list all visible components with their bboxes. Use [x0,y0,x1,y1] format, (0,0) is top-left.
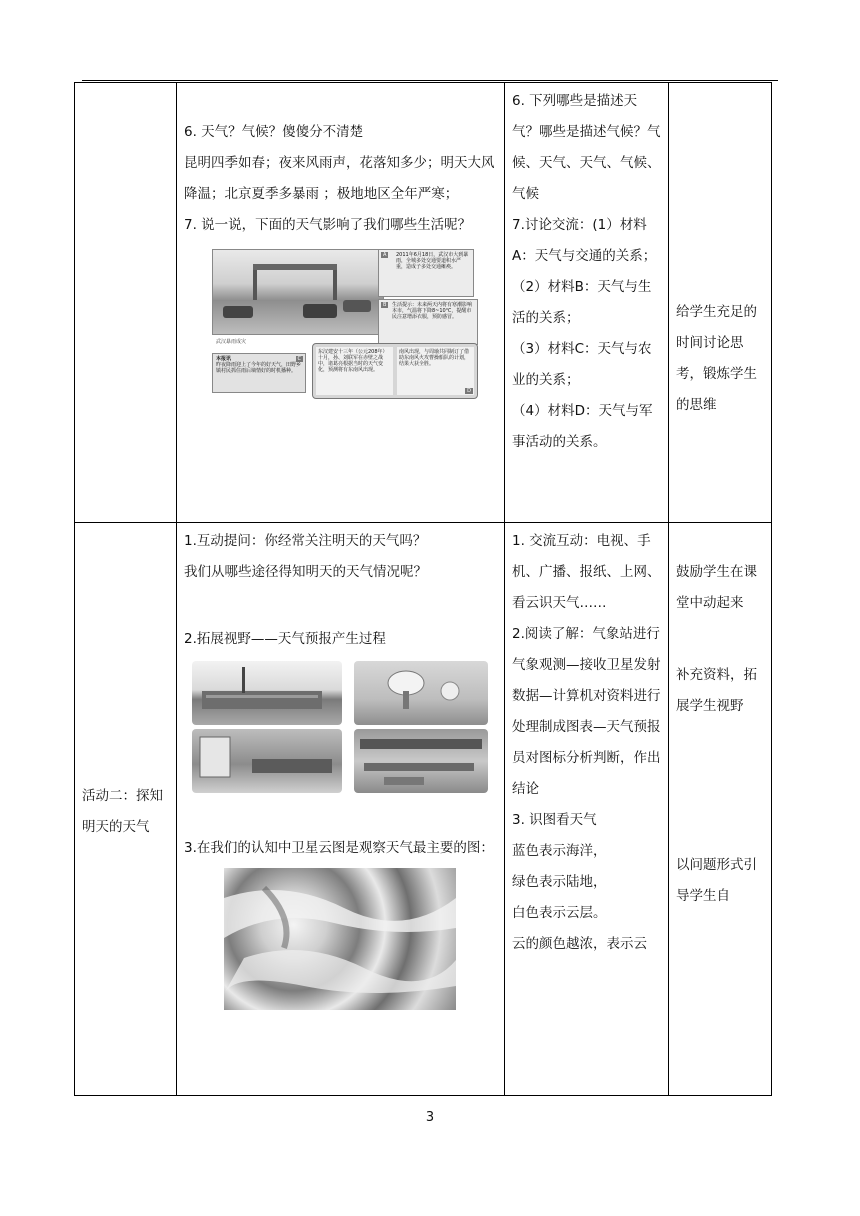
material-d-label: D [467,388,471,394]
material-b-card [378,299,478,345]
activity-cell [75,523,177,1096]
material-b-label: B [383,302,387,308]
photo-caption: 武汉暴雨成灾 [216,339,247,345]
intent-text: 以问题形式引导学生自 [676,857,757,904]
teacher-line: 1.互动提问：你经常关注明天的天气吗？ [184,533,427,549]
student-activity-cell [505,83,669,523]
student-line: 2.阅读了解：气象站进行气象观测—接收卫星发射数据—计算机对资料进行处理制成图表—天气预报员对图标分析判断，作出结论 [512,626,661,797]
material-c-title: 本报讯 [216,356,232,362]
student-line: 6. 下列哪些是描述天气？哪些是描述气候？气候、天气、天气、气候、气候 [512,93,661,202]
student-line: 7.讨论交流：(1）材料A：天气与交通的关系； [512,217,657,264]
forecast-center-photo [354,729,488,793]
material-a-card [378,249,474,297]
forecast-process-photos [192,661,497,793]
student-line: 3. 识图看天气 [512,812,597,828]
material-c-label: C [297,356,301,362]
material-d-left-page: 东汉建安十三年（公元208年）十月，孙、刘联军在赤壁之战中，诸葛亮根据当时的天气变化，预测将有东南风出现。 [316,347,393,395]
page-number: 3 [425,1110,435,1125]
student-line: （4）材料D：天气与军事活动的关系。 [512,403,653,450]
teacher-line: 6. 天气？气候？傻傻分不清楚 [184,124,364,140]
radar-dish-photo [354,661,488,725]
student-line: 蓝色表示海洋， [512,843,607,859]
material-a-label: A [383,252,387,258]
material-d-book [312,343,478,399]
lesson-plan-table [74,82,772,1096]
student-activity-cell [505,523,669,1096]
student-line: 绿色表示陆地， [512,874,607,890]
student-line: 1. 交流互动：电视、手机、广播、报纸、上网、看云识天气…… [512,533,661,611]
design-intent-cell [669,523,772,1096]
material-b-text: 生活提示：未来两天内将有寒潮影响本市，气温将下降8~10℃，提醒市民注意增添衣服，预防感冒。 [392,302,473,320]
material-a-text: 2011年6月18日，武汉市大到暴雨，全城多处交通要道积水严重，造成子多处交通瘫痪。 [396,252,469,270]
intent-text: 给学生充足的时间讨论思考，锻炼学生的思维 [676,304,757,413]
materials-collage [212,249,482,399]
student-line: 云的颜色越浓，表示云 [512,936,647,952]
teacher-line: 我们从哪些途径得知明天的天气情况呢？ [184,564,427,580]
activity-cell [75,83,177,523]
teacher-activity-cell [177,83,505,523]
student-line: （3）材料C：天气与农业的关系； [512,341,652,388]
material-c-card [212,353,306,393]
teacher-line: 7. 说一说，下面的天气影响了我们哪些生活呢？ [184,217,472,233]
activity-title: 活动二：探知明天的天气 [82,788,163,835]
table-row [75,523,772,1096]
weather-station-photo [192,661,342,725]
table-row [75,83,772,523]
teacher-line: 2.拓展视野——天气预报产生过程 [184,631,386,647]
teacher-line: 昆明四季如春；夜来风雨声，花落知多少；明天大风降温；北京夏季多暴雨 ；极地地区全年严寒； [184,155,495,202]
student-line: （2）材料B：天气与生活的关系； [512,279,652,326]
teacher-line: 3.在我们的认知中卫星云图是观察天气最主要的图： [184,840,494,856]
computer-room-photo [192,729,342,793]
satellite-cloud-image [224,868,456,1010]
intent-text: 补充资料，拓展学生视野 [676,667,757,714]
flooded-road-photo [212,249,384,335]
page-header-rule [82,80,778,81]
design-intent-cell [669,83,772,523]
material-d-right-page [397,347,474,395]
material-d-text: 南风出现，与周瑜共同制订了借助东南风火攻曹操船队的计划，结果大获全胜。 [399,349,470,367]
intent-text: 鼓励学生在课堂中动起来 [676,564,757,611]
material-c-text: 昨夜降雨迎上了今年的好天气，田野乡镇村民抓住雨后墒情好的时机播种。 [216,362,302,374]
teacher-activity-cell [177,523,505,1096]
student-line: 白色表示云层。 [512,905,607,921]
